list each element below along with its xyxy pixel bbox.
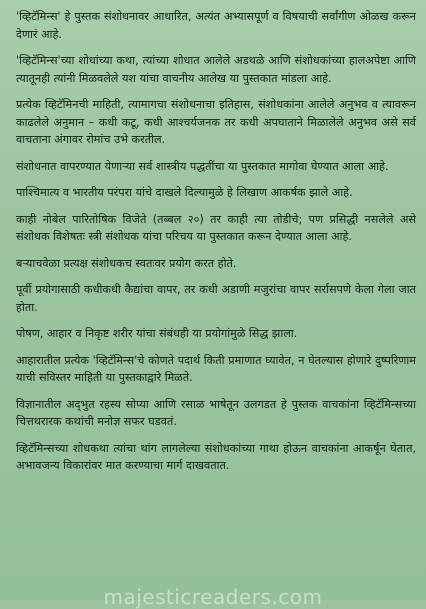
- paragraph-8: पूर्वी प्रयोगासाठी कधीकधी कैद्यांचा वापर, तर कधी अडाणी मजुरांचा वापर सर्रासपणे केला गेला जात होता.: [16, 283, 416, 314]
- paragraph-10: आहारातील प्रत्येक 'व्हिटॅमिन्स'चे कोणते पदार्थ किती प्रमाणात घ्यावेत, न घेतल्यास होणारे दुष्परिणाम याची सविस्तर माहिती या पुस्तकाद्वारे मिळते.: [16, 353, 416, 384]
- paragraph-7: बऱ्याचवेळा प्रत्यक्ष संशोधकच स्वतःवर प्रयोग करत होते.: [16, 256, 237, 270]
- paragraph-12: व्हिटॅमिन्सच्या शोधकथा त्यांचा थांग लागलेल्या संशोधकांच्या गाथा होऊन वाचकांना आकर्षून घेतात, अभावजन्य विकारांवर मात करण्याचा मार्ग दाखवतात.: [16, 441, 416, 472]
- paragraph-3: प्रत्येक व्हिटॅमिनची माहिती, त्यामागचा संशोधनाचा इतिहास, संशोधकांना आलेले अनुभव व त्यावरून काढलेले अनुमान – कधी कटू, कधी आश्चर्यजनक तर कधी अपघाताने मिळालेले अनुभव असे सर्व वाचताना अंगावर रोमांच उभे करतील.: [16, 98, 416, 146]
- paragraph-2: 'व्हिटॅमिन्स'च्या शोधांच्या कथा, त्यांच्या शोधात आलेले अडथळे आणि संशोधकांच्या हालअपेष्टा आणि त्यातूनही त्यांनी मिळवलेले यश यांचा वाचनीय आलेख या पुस्तकात मांडला आहे.: [16, 54, 416, 85]
- paragraph-4: संशोधनात वापरण्यात येणाऱ्या सर्व शास्त्रीय पद्धतींचा या पुस्तकात मागोवा घेण्यात आला आहे.: [16, 159, 389, 173]
- paragraph-9: पोषण, आहार व निकृष्ट शरीर यांचा संबंधही या प्रयोगांमुळे सिद्ध झाला.: [16, 327, 298, 340]
- paragraph-1: 'व्हिटॅमिन्स' हे पुस्तक संशोधनावर आधारित, अत्यंत अभ्यासपूर्ण व विषयाची सर्वांगीण ओळख करून देणारं आहे.: [16, 10, 416, 41]
- paragraph-11: विज्ञानातील अद्‌भुत रहस्य सोप्या आणि रसाळ भाषेतून उलगडत हे पुस्तक वाचकांना व्हिटॅमिन्सच्या चित्तथरारक कथांची मनोज्ञ सफर घडवतं.: [16, 397, 416, 428]
- paragraph-6: काही नोबेल पारितोषिक विजेते (तब्बल २०) तर काही त्या तोडीचे; पण प्रसिद्धी नसलेले असे संशोधक विशेषतः स्त्री संशोधक यांचा परिचय या पुस्तकात करून देण्यात आला आहे.: [16, 212, 416, 243]
- paragraph-5: पाश्चिमात्य व भारतीय परंपरा यांचे दाखले दिल्यामुळे हे लिखाण आकर्षक झाले आहे.: [16, 186, 353, 199]
- watermark-text: majesticreaders.com: [103, 584, 323, 609]
